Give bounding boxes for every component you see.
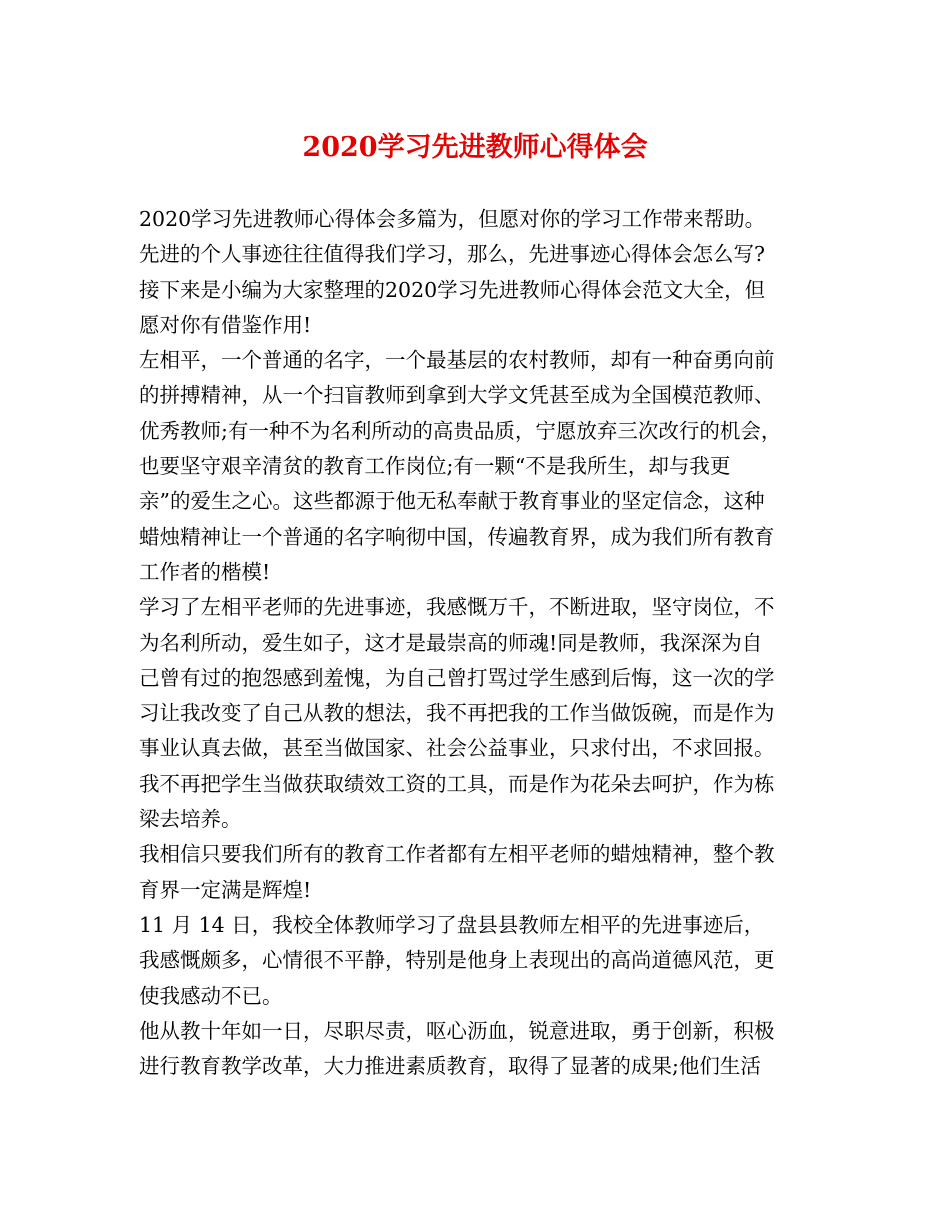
body-line: 为名利所动，爱生如子，这才是最崇高的师魂!同是教师，我深深为自 <box>139 630 763 655</box>
body-line: 我不再把学生当做获取绩效工资的工具，而是作为花朵去呵护，作为栋 <box>139 771 775 796</box>
body-line: 事业认真去做，甚至当做国家、社会公益事业，只求付出，不求回报。 <box>139 736 775 761</box>
body-line: 进行教育教学改革，大力推进素质教育，取得了显著的成果;他们生活 <box>139 1054 761 1079</box>
body-line: 学习了左相平老师的先进事迹，我感慨万千，不断进取，坚守岗位，不 <box>139 595 775 620</box>
body-line: 优秀教师;有一种不为名利所动的高贵品质，宁愿放弃三次改行的机会， <box>139 418 782 443</box>
document-title: 2020学习先进教师心得体会 <box>302 132 648 163</box>
body-line: 愿对你有借鉴作用! <box>139 312 312 337</box>
body-line: 他从教十年如一日，尽职尽责，呕心沥血，锐意进取，勇于创新，积极 <box>139 1018 775 1043</box>
body-line: 工作者的楷模! <box>139 559 271 584</box>
body-line: 的拼搏精神，从一个扫盲教师到拿到大学文凭甚至成为全国模范教师、 <box>139 383 775 408</box>
body-line: 使我感动不已。 <box>139 983 283 1008</box>
body-line: 左相平，一个普通的名字，一个最基层的农村教师，却有一种奋勇向前 <box>139 348 775 373</box>
body-line: 蜡烛精神让一个普通的名字响彻中国，传遍教育界，成为我们所有教育 <box>139 524 775 549</box>
body-line: 2020学习先进教师心得体会多篇为，但愿对你的学习工作带来帮助。 <box>139 207 766 231</box>
body-line: 先进的个人事迹往往值得我们学习，那么，先进事迹心得体会怎么写? <box>139 242 765 267</box>
body-line: 我相信只要我们所有的教育工作者都有左相平老师的蜡烛精神，整个教 <box>139 842 775 867</box>
body-line: 育界一定满是辉煌! <box>139 877 312 902</box>
body-line: 我感慨颇多，心情很不平静，特别是他身上表现出的高尚道德风范，更 <box>139 948 775 973</box>
body-line: 己曾有过的抱怨感到羞愧，为自己曾打骂过学生感到后悔，这一次的学 <box>139 665 775 690</box>
document-body <box>139 202 819 1084</box>
body-line: 接下来是小编为大家整理的2020学习先进教师心得体会范文大全，但 <box>139 277 766 302</box>
body-line: 梁去培养。 <box>139 807 242 832</box>
body-line: 习让我改变了自己从教的想法，我不再把我的工作当做饭碗，而是作为 <box>139 701 775 726</box>
body-line: 亲”的爱生之心。这些都源于他无私奉献于教育事业的坚定信念，这种 <box>139 489 765 514</box>
body-line: 11 月 14 日，我校全体教师学习了盘县县教师左相平的先进事迹后， <box>139 912 765 937</box>
body-line: 也要坚守艰辛清贫的教育工作岗位;有一颗“不是我所生，却与我更 <box>139 454 731 479</box>
